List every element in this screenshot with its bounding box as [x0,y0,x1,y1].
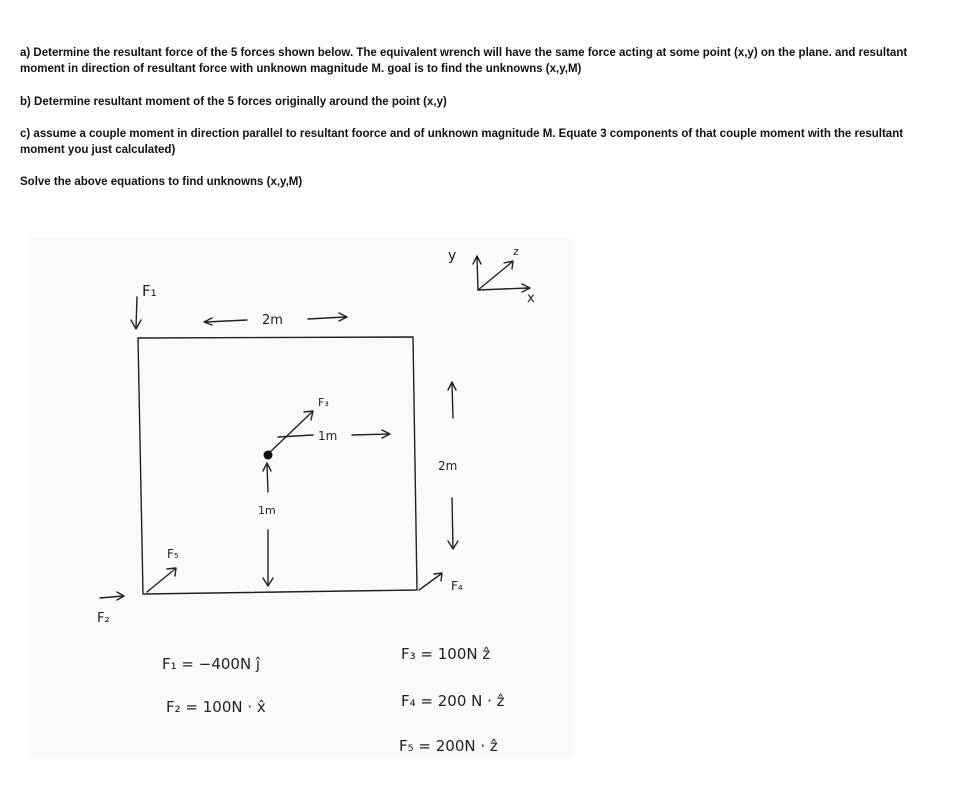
force-f4 [419,573,463,593]
dimension-inner-label: 1m [258,504,276,517]
equation-f2: F₂ = 100N · x̂ [166,698,266,716]
coordinate-axes [448,245,535,306]
problem-part-c: c) assume a couple moment in direction parallel to resultant foorce and of unknown magnitude M. Equate 3 components of that couple moment with the resultant moment you just calculated) [20,128,904,156]
equation-f4: F₄ = 200 N · ẑ [401,692,505,710]
problem-part-a: a) Determine the resultant force of the 5 forces shown below. The equivalent wrench will have the same force acting at some point (x,y) on the plane. and resultant moment in direction of resultant force with unknown magnitude M. goal is to find the unknowns (x,y,M) [20,47,908,75]
label-f4: F₄ [451,579,463,593]
dimension-vertical-inner [258,463,276,586]
force-f2 [97,592,124,626]
application-point [264,451,273,460]
axis-label-x: x [527,291,535,306]
problem-part-d: Solve the above equations to find unknowns (x,y,M) [20,176,303,188]
label-f5: F₅ [167,547,179,561]
dimension-f3-label: 1m [318,429,338,443]
dimension-top [204,313,347,328]
label-f1: F₁ [142,282,157,300]
dimension-top-label: 2m [262,313,283,328]
force-f1 [131,282,157,329]
equation-f5: F₅ = 200N · ẑ [399,737,498,755]
label-f3: F₃ [318,396,329,409]
label-f2: F₂ [97,611,110,626]
axis-label-z: z [513,245,519,258]
problem-part-b: b) Determine resultant moment of the 5 forces originally around the point (x,y) [20,96,447,108]
axis-label-y: y [448,248,457,264]
force-f3 [268,396,390,454]
plate-outline [138,337,417,594]
force-f5 [147,547,179,592]
dimension-right [438,382,458,549]
dimension-right-label: 2m [438,459,458,473]
equation-f1: F₁ = −400N ĵ [162,655,261,673]
equation-f3: F₃ = 100N ẑ [401,645,491,663]
